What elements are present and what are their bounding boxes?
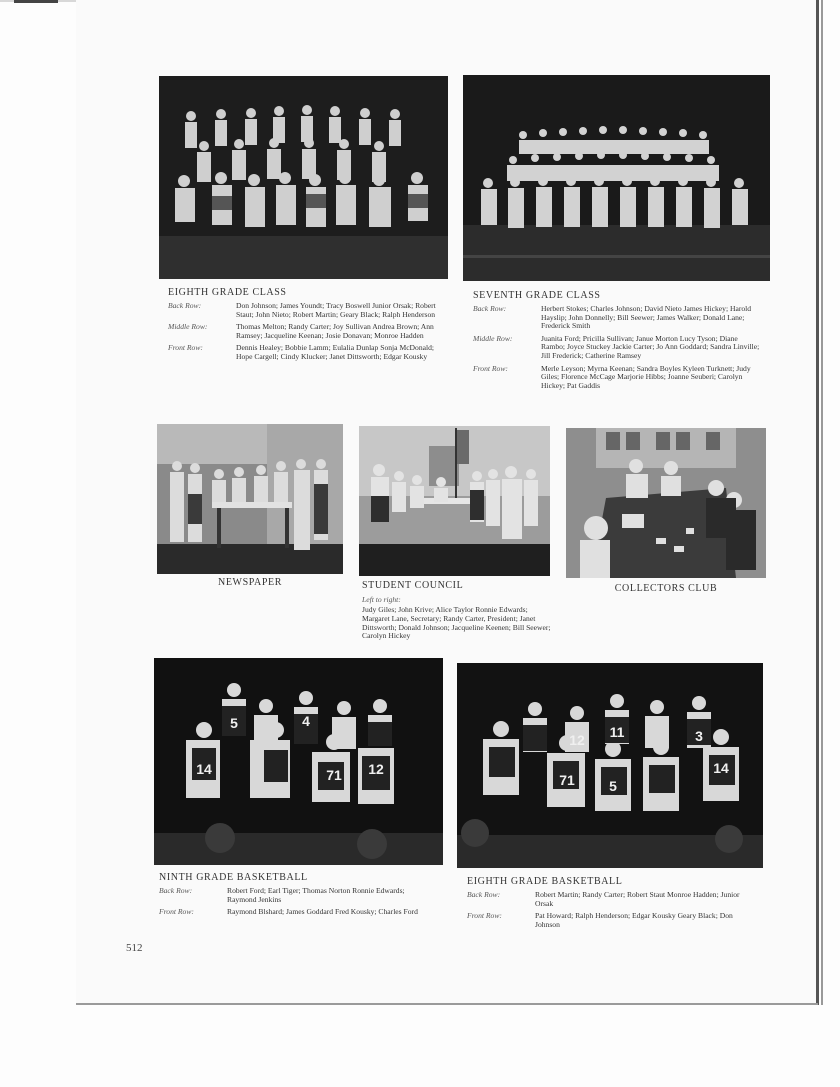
jersey-number: 4	[302, 713, 310, 729]
row-label: Front Row:	[168, 343, 203, 353]
jersey-number: 14	[196, 761, 212, 777]
jersey-number: 11	[609, 724, 625, 740]
row-label: Front Row:	[159, 907, 194, 917]
row-names: Herbert Stokes; Charles Johnson; David Nieto James Hickey; Harold Hayslip; John Donnelly; Bill Seewer; James Walker; Donald Lane; Frederick Smith	[541, 304, 752, 331]
eighth-grade-basketball-title: EIGHTH GRADE BASKETBALL	[467, 876, 623, 887]
row-label: Front Row:	[467, 911, 502, 921]
eighth-grade-class-photo	[159, 76, 448, 279]
roster-row	[473, 305, 761, 331]
roster-row	[159, 908, 429, 917]
roster-row	[168, 344, 438, 361]
student-council-subtitle: Left to right:	[362, 595, 401, 604]
collectors-club-photo	[566, 428, 766, 578]
seventh-grade-class-roster	[473, 305, 761, 394]
jersey-number: 12	[368, 761, 384, 777]
page-edge-shadow	[816, 0, 819, 1005]
jersey-number: 71	[326, 767, 342, 783]
row-label: Back Row:	[467, 890, 501, 899]
row-names: Robert Ford; Earl Tiger; Thomas Norton Ronnie Edwards; Raymond Jenkins	[227, 886, 405, 904]
page-edge-line	[821, 0, 823, 1005]
eighth-grade-class-title: EIGHTH GRADE CLASS	[168, 287, 287, 298]
seventh-grade-class-title: SEVENTH GRADE CLASS	[473, 290, 601, 301]
ninth-grade-basketball-photo	[154, 658, 443, 865]
row-names: Merle Leyson; Myrna Keenan; Sandra Boyles Kyleen Turknett; Judy Giles; Florence McCage Marjorie Hibbs; Joanne Seuberi; Carolyn Hickey; Pat Gaddis	[541, 363, 751, 390]
roster-row	[467, 891, 755, 908]
eighth-grade-basketball-roster	[467, 891, 755, 933]
row-names: Robert Martin; Randy Carter; Robert Staut Monroe Hadden; Junior Orsak	[535, 890, 740, 908]
row-label: Middle Row:	[473, 333, 513, 343]
newspaper-photo	[157, 424, 343, 574]
newspaper-title: NEWSPAPER	[218, 577, 282, 588]
row-names: Raymond Blshard; James Goddard Fred Kousky; Charles Ford	[227, 907, 418, 917]
roster-row	[168, 323, 438, 340]
row-names: Thomas Melton; Randy Carter; Joy Sullivan Andrea Brown; Ann Ramsey; Jacqueline Keenan; Josie Donavan; Monroe Hadden	[236, 322, 434, 340]
student-council-names: Judy Giles; John Krive; Alice Taylor Ronnie Edwards; Margaret Lane, Secretary; Randy Carter, President; Janet Dittsworth; Donald Johnson; Jacqueline Keenen; Bill Seewer; Carolyn Hickey	[362, 605, 551, 641]
row-names: Juanita Ford; Pricilla Sullivan; Janue Morton Lucy Tyson; Diane Rambo; Joyce Stuckey Jackie Carter; Jo Ann Goddard; Sandra Linville; Jill Frederick; Catherine Ramsey	[541, 333, 760, 360]
page-bottom-edge	[76, 1003, 818, 1005]
eighth-grade-class-roster	[168, 302, 438, 366]
jersey-number: 12	[569, 732, 585, 748]
row-label: Front Row:	[473, 363, 508, 373]
seventh-grade-class-photo	[463, 75, 770, 281]
page-number: 512	[126, 942, 143, 954]
jersey-number: 14	[713, 760, 729, 776]
student-council-title: STUDENT COUNCIL	[362, 580, 464, 591]
row-label: Back Row:	[168, 301, 202, 310]
roster-row	[159, 887, 429, 904]
roster-row	[467, 912, 755, 929]
student-council-photo	[359, 426, 550, 576]
roster-row	[473, 365, 761, 391]
row-label: Back Row:	[159, 886, 193, 895]
jersey-number: 3	[695, 728, 703, 744]
row-names: Pat Howard; Ralph Henderson; Edgar Kousky Geary Black; Don Johnson	[535, 911, 733, 929]
ninth-grade-basketball-roster	[159, 887, 429, 921]
roster-row	[473, 335, 761, 361]
scan-mark	[14, 0, 58, 3]
row-names: Don Johnson; James Youndt; Tracy Boswell Junior Orsak; Robert Staut; John Nieto; Robert Martin; Geary Black; Ralph Henderson	[236, 301, 436, 319]
roster-row	[168, 302, 438, 319]
collectors-club-title: COLLECTORS CLUB	[614, 583, 718, 594]
eighth-grade-basketball-photo	[457, 663, 763, 868]
jersey-number: 5	[609, 778, 617, 794]
ninth-grade-basketball-title: NINTH GRADE BASKETBALL	[159, 872, 308, 883]
jersey-number: 71	[559, 772, 575, 788]
jersey-number: 5	[230, 715, 238, 731]
row-names: Dennis Healey; Bobbie Lamm; Eulalia Dunlap Sonja McDonald; Hope Cargell; Cindy Klucker; Janet Dittsworth; Edgar Kousky	[236, 343, 435, 361]
row-label: Middle Row:	[168, 322, 208, 332]
row-label: Back Row:	[473, 304, 507, 313]
